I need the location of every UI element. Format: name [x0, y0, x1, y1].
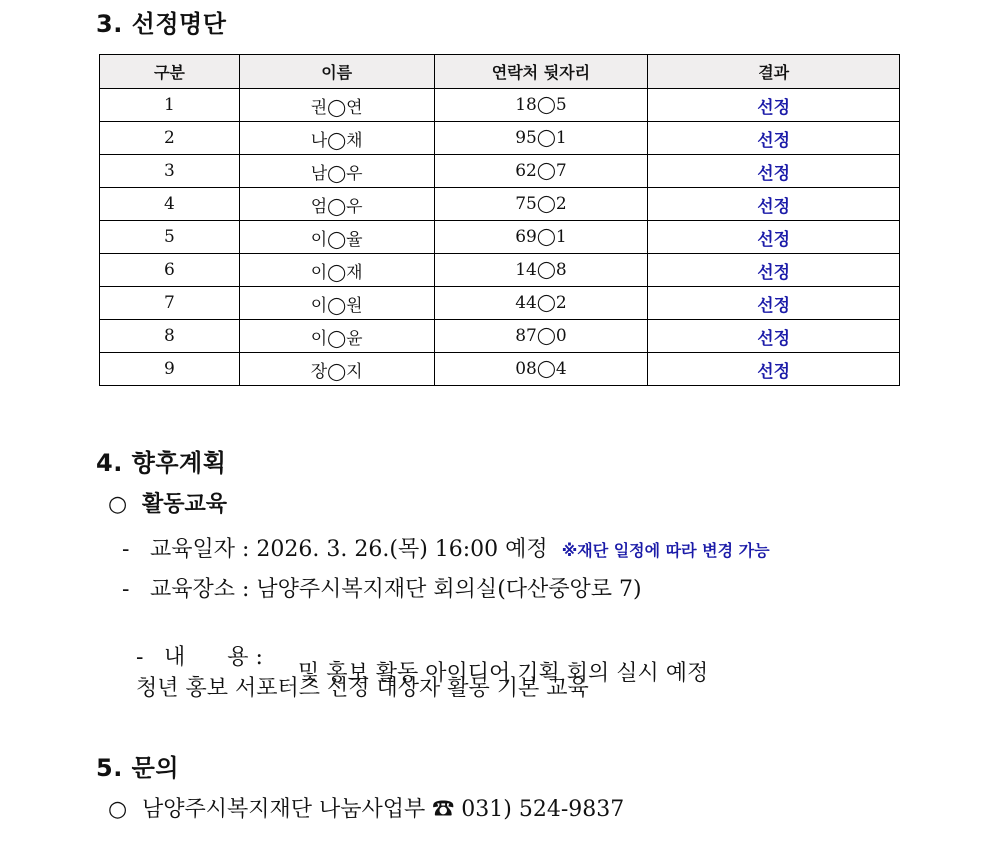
- table-header-row: [100, 55, 900, 89]
- cell-name: 이◯재: [239, 254, 434, 287]
- cell-phone: 69◯1: [434, 221, 648, 254]
- cell-name: 이◯율: [239, 221, 434, 254]
- cell-phone: 18◯5: [434, 89, 648, 122]
- contact-line: [108, 792, 624, 823]
- section-5-title: 5. 문의: [96, 754, 180, 782]
- cell-result: 선정: [648, 221, 900, 254]
- cell-name: 나◯채: [239, 122, 434, 155]
- dash-bullet: -: [136, 645, 144, 670]
- cell-phone: 14◯8: [434, 254, 648, 287]
- item-text: 남양주시복지재단 회의실(다산중앙로 7): [256, 577, 642, 602]
- contact-phone: 031) 524-9837: [461, 797, 625, 822]
- item-text: 청년 홍보 서포터즈 선정 대상자 활동 기본 교육: [136, 676, 589, 701]
- cell-name: 이◯윤: [239, 320, 434, 353]
- cell-phone: 87◯0: [434, 320, 648, 353]
- table-row: [100, 254, 900, 287]
- table-row: [100, 122, 900, 155]
- cell-no: 5: [100, 221, 240, 254]
- cell-no: 6: [100, 254, 240, 287]
- cell-result: 선정: [648, 353, 900, 386]
- cell-name: 권◯연: [239, 89, 434, 122]
- section-4-title: 4. 향후계획: [96, 449, 227, 477]
- table-row: [100, 89, 900, 122]
- table-row: [100, 188, 900, 221]
- column-header-no: 구분: [100, 55, 240, 89]
- table-row: [100, 287, 900, 320]
- circle-bullet-icon: ○: [108, 797, 128, 822]
- dash-bullet: -: [122, 537, 130, 562]
- cell-phone: 44◯2: [434, 287, 648, 320]
- table-row: [100, 353, 900, 386]
- column-header-phone: 연락처 뒷자리: [434, 55, 648, 89]
- circle-bullet-icon: ○: [108, 492, 128, 517]
- cell-name: 남◯우: [239, 155, 434, 188]
- cell-result: 선정: [648, 188, 900, 221]
- cell-phone: 95◯1: [434, 122, 648, 155]
- cell-name: 이◯원: [239, 287, 434, 320]
- cell-no: 9: [100, 353, 240, 386]
- selection-table: [99, 54, 900, 386]
- cell-phone: 08◯4: [434, 353, 648, 386]
- cell-result: 선정: [648, 155, 900, 188]
- item-education-date: [122, 532, 770, 563]
- subsection-title: 활동교육: [142, 492, 228, 517]
- item-label: 교육일자 :: [150, 537, 250, 562]
- schedule-change-note: ※재단 일정에 따라 변경 가능: [561, 541, 770, 560]
- table-row: [100, 320, 900, 353]
- cell-no: 8: [100, 320, 240, 353]
- cell-name: 장◯지: [239, 353, 434, 386]
- cell-result: 선정: [648, 287, 900, 320]
- section-3-title: 3. 선정명단: [96, 10, 227, 38]
- cell-phone: 75◯2: [434, 188, 648, 221]
- cell-no: 2: [100, 122, 240, 155]
- cell-name: 엄◯우: [239, 188, 434, 221]
- column-header-result: 결과: [648, 55, 900, 89]
- subsection-activity-education: [108, 487, 227, 518]
- cell-no: 3: [100, 155, 240, 188]
- item-label: 내 용 :: [164, 645, 263, 670]
- item-content-continued: 및 홍보 활동 아이디어 기획 회의 실시 예정: [298, 661, 709, 686]
- cell-result: 선정: [648, 320, 900, 353]
- item-label: 교육장소 :: [150, 577, 250, 602]
- cell-no: 1: [100, 89, 240, 122]
- cell-result: 선정: [648, 89, 900, 122]
- contact-department: 남양주시복지재단 나눔사업부: [142, 797, 426, 822]
- table-row: [100, 221, 900, 254]
- column-header-name: 이름: [239, 55, 434, 89]
- cell-phone: 62◯7: [434, 155, 648, 188]
- cell-no: 7: [100, 287, 240, 320]
- dash-bullet: -: [122, 577, 130, 602]
- table-row: [100, 155, 900, 188]
- item-education-place: [122, 572, 642, 603]
- cell-result: 선정: [648, 254, 900, 287]
- cell-result: 선정: [648, 122, 900, 155]
- item-text: 2026. 3. 26.(목) 16:00 예정: [256, 537, 548, 562]
- cell-no: 4: [100, 188, 240, 221]
- phone-icon: ☎: [432, 797, 455, 822]
